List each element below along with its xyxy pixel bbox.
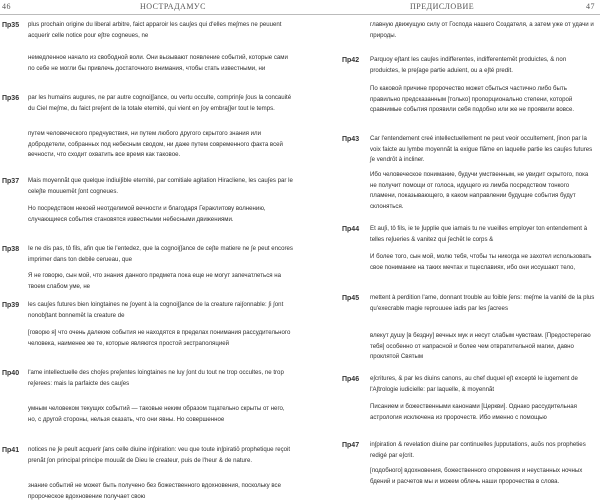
right-page-number: 47: [586, 2, 595, 11]
entry-label: Пр42: [342, 57, 360, 64]
paragraph-translation: влекут душу [в бездну] вечных мук и несут слабым чувствам. [Предостерегаю тебя] особенно от напрасной и более чем отвратительной магии, давно проклятой Святым: [370, 332, 591, 361]
paragraph-original: les cau∫es futures bien loingtaines ne ∫oyent à la cognoi∫∫ance de la creature rai∫onnable: ∫i ∫ont nonob∫tant bonnemēt la creature de: [28, 301, 284, 319]
paragraph-original: Car l'entendement creé intellectuellement ne peut veoir occultement, ∫inon par la voix faicte au lymbe moyennãt la exigue flãme en laquelle partie les cau∫es futures ∫e vendrōt à incliner.: [370, 135, 593, 164]
paragraph-translation: [подобного] вдохновения, божественного откровения и неустанных ночных бдений и расчетов мы и можем облечь наши пророчества в слова.: [370, 467, 583, 485]
entry-label: Пр46: [342, 376, 360, 383]
paragraph-translation: знание событий не может быть получено без божественного вдохновения, поскольку все пророческое вдохновение получает свою: [28, 482, 281, 500]
left-page-number: 46: [2, 2, 11, 11]
paragraph-original: notices ne ∫e peult acquerir ∫ans celle diuine in∫piration: veu que toute in∫piratiō prophetique reçoit prenãt ∫on principal principe mouuãt de Dieu le createur, puis de l'heur & de nature.: [28, 446, 291, 464]
paragraph-translation: немедленное начало из свободной воли. Они вызывают появление событий, которые сами по себе не могли бы привлечь достаточного внимания, чтобы стать известными, ни: [28, 54, 288, 72]
right-running-title: ПРЕДИСЛОВИЕ: [410, 2, 475, 11]
paragraph-original: Parquoy e∫tant les cau∫es indifferentes, indifferentemēt produictes, & non produictes, le pre∫age partie aduient, ou a e∫té predit.: [370, 56, 567, 74]
entry-label: Пр40: [2, 370, 20, 377]
entry-label: Пр44: [342, 226, 360, 233]
entry-label: Пр39: [2, 302, 20, 309]
entry-label: Пр35: [2, 22, 20, 29]
paragraph-translation: Но посредством некоей неотделимой вечности и благодаря Гераклитову волнению, случающиеся события становятся известными небесными движениями.: [28, 205, 266, 223]
paragraph-translation: умным человеком текущих событий — таковые неким образом тщательно скрыты от него, но, с другой стороны, нельзя сказать, что они явны. Но совершенное: [28, 405, 285, 423]
paragraph-translation: Я не говорю, сын мой, что знания данного предмета пока еще не могут запечатлеться на твоем слабом уме, не: [28, 272, 282, 290]
paragraph-original: par les humains augures, ne par autre cognoi∫∫ance, ou vertu occulte, comprin∫e ∫ous la concauité du Ciel me∫me, du faict pre∫ent de la totale eternité, qui vient en ∫oy embra∫∫er tout le temps.: [28, 94, 292, 112]
paragraph-translation: И более того, сын мой, молю тебя, чтобы ты никогда не захотел использовать свое понимание на таких мечтах и тщеславиях, ибо они иссушают тело,: [370, 253, 592, 271]
left-header-rule: [0, 14, 300, 15]
paragraph-original: Mais moyennãt que quelque indiui∫ible eternité, par comitiale agitation Hiracliene, les cau∫es par le cele∫te mouuemēt ∫ont cogneues.: [28, 177, 293, 195]
paragraph-translation: По каковой причине пророчество может сбыться частично либо быть правильно предсказанным [только] пропорционально степени, которой сравнимые события проявили себя подобно или же не проявили вовсе.: [370, 85, 575, 114]
paragraph-translation: [говорю я] что очень далекие события не находятся в пределах понимания рассудительного человека, наименее же те, которые являются простой экстраполяцией: [28, 329, 291, 347]
right-header-rule: [300, 14, 600, 15]
paragraph-original: mettent à perdition l'ame, donnant trouble au foible ∫ens: me∫me la vanité de la plus qu'execrable magie reprouuee iadis par les ∫acrees: [370, 294, 595, 312]
entry-label: Пр43: [342, 136, 360, 143]
entry-label: Пр37: [2, 178, 20, 185]
paragraph-original: Et au∫i, tô fils, ie te ∫upplie que iamais tu ne vueilles employer ton entendement à telles re∫ueries & vanitez qui ∫echēt le corps &: [370, 225, 588, 243]
entry-label: Пр47: [342, 442, 360, 449]
left-running-title: НОСТРАДАМУС: [140, 2, 206, 11]
entry-label: Пр36: [2, 95, 20, 102]
paragraph-original: l'ame intellectuelle des cho∫es pre∫entes loingtaines ne luy ∫ont du tout ne trop occultes, ne trop re∫erees: mais la parfaicte des cau∫es: [28, 369, 284, 387]
paragraph-translation: Писанием и божественными канонами [Церкви]. Однако рассудительная астрология исключена из пророчеств. Ибо именно с помощью: [370, 403, 577, 421]
paragraph-original: Ie ne dis pas, tô fils, afin que tie l'entedez, que la cognoi∫∫ance de ce∫te matiere ne ∫e peut encores imprimer dans ton debile cerueau, que: [28, 245, 293, 263]
right-page: [300, 0, 600, 502]
paragraph-translation: главную движущую силу от Господа нашего Создателя, а затем уже от удачи и природы.: [370, 21, 594, 39]
paragraph-translation: Ибо человеческое понимание, будучи умственным, не увидит скрытого, пока не получит помощи от голоса, идущего из лимба посредством тонкого пламени, показывающего, в каком направлении будущие события будут склоняться.: [370, 171, 589, 211]
paragraph-translation: путем человеческого предчувствия, ни путем любого другого скрытого знания или добродетели, собранных под небесным сводом, ни даже путем современного факта всей вечности, что сходит охватить все время как таковое.: [28, 130, 283, 159]
paragraph-original: in∫piration & revelation diuine par continuelles ∫upputations, auõs nos propheties redigé par e∫crit.: [370, 441, 586, 459]
entry-label: Пр38: [2, 246, 20, 253]
entry-label: Пр45: [342, 295, 360, 302]
entry-label: Пр41: [2, 447, 20, 454]
paragraph-original: plus prochain origine du liberal arbitre, faict apparoir les cau∫es qui d'elles me∫mes ne peuuent acquerir celle notice pour e∫tre cogneues, ne: [28, 21, 282, 39]
paragraph-original: e∫critures, & par les diuins canons, au chef duquel e∫t excepté le iugement de l'A∫trologie iudicielle: par laquelle, & moyennãt: [370, 375, 578, 393]
